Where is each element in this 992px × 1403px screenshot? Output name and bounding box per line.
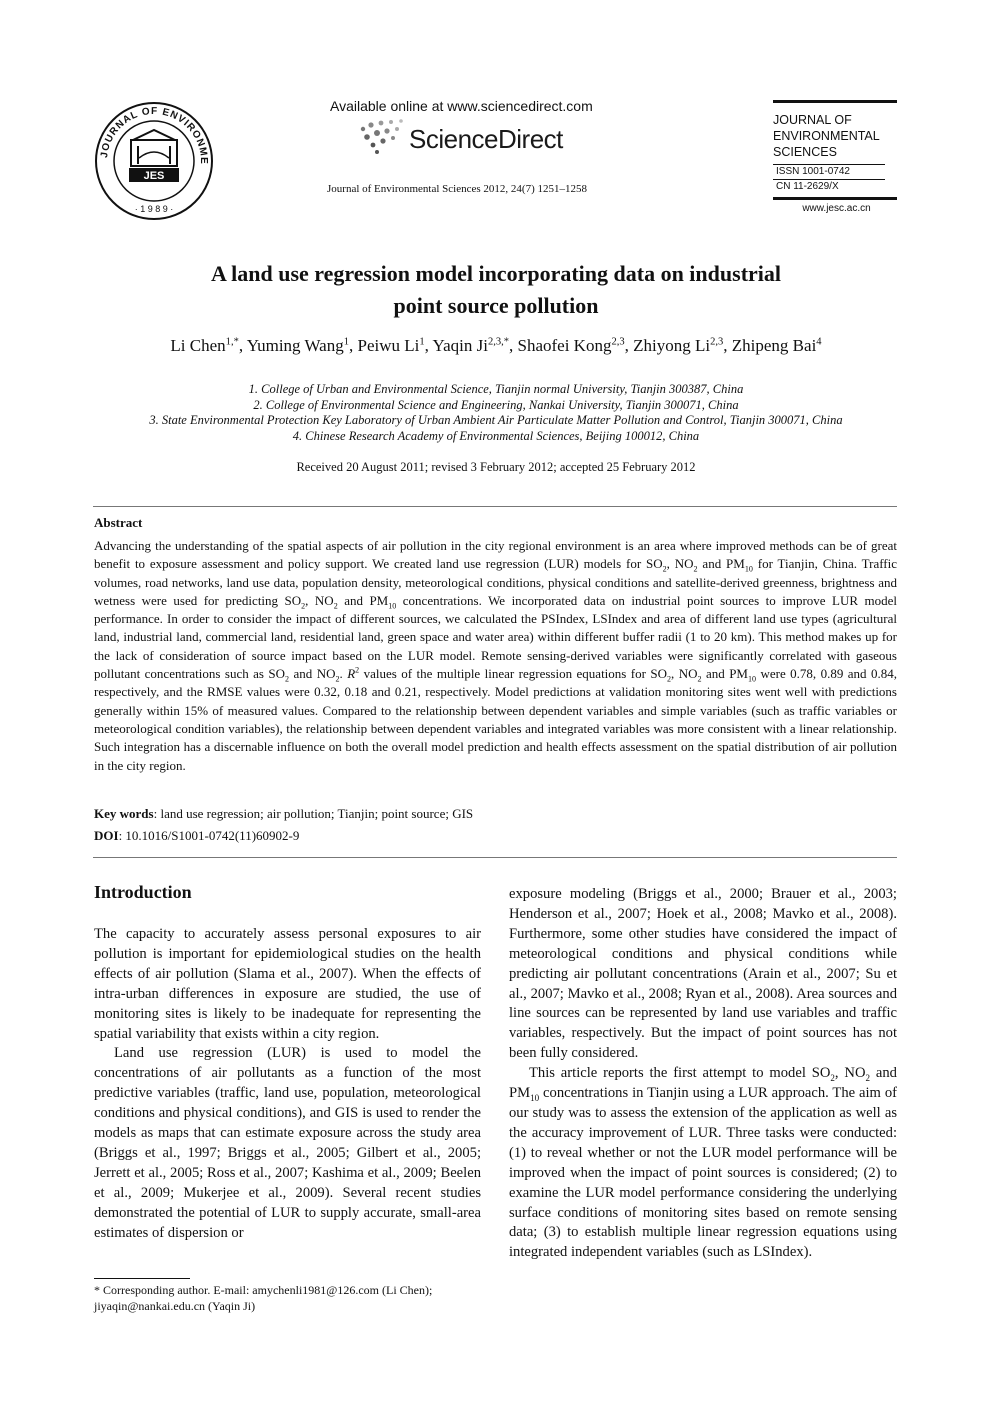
abstract-body: Advancing the understanding of the spatial aspects of air pollution in the city regional environment is an area where improved methods can be of great benefit to exposure assessment and policy support. We created land use regression (LUR) models for $SO_2$, $NO_2$ and $PM_{10}$ for Tianjin, China. Traffic volumes, road networks, land use data, population density, meteorological conditions, physical conditions and satellite-derived greenness, brightness and wetness were used for predicting $SO_2$, $NO_2$ and $PM_{10}$ concentrations. We incorporated data on industrial point sources to improve LUR model performance. In order to consider the impact of different sources, we calculated the PSIndex, LSIndex and area of different land use types (agricultural land, industrial land, commercial land, residential land, green space and water area) within different buffer radii (1 to 20 km). This method makes up for the lack of consideration of source impact based on the LUR model. Remote sensing-derived variables were significantly correlated with gaseous pollutant concentrations such as $SO_2$ and $NO_2$. $R^2$ values of the multiple linear regression equations for $SO_2$, $NO_2$ and $PM_{10}$ were 0.78, 0.89 and 0.84, respectively, and the RMSE values were 0.32, 0.18 and 0.21, respectively. Model predictions at validation monitoring sites went well with predictions generally within 15% of measured values. Compared to the relationship between dependent variables and simple variables (such as traffic variables or meteorological condition variables), the relationship between dependent variables and integrated variables was more consistent with a linear relationship. Such integration has a discernable influence on both the overall model prediction and health effects assessment on the spatial distribution of air pollution in the city region.: [94, 538, 898, 773]
keywords-text: : land use regression; air pollution; Tianjin; point source; GIS: [153, 806, 474, 821]
keywords: [94, 806, 473, 822]
doi-label: DOI: [94, 828, 119, 843]
received-dates: Received 20 August 2011; revised 3 February 2012; accepted 25 February 2012: [296, 460, 696, 474]
author-name: Li Chen: [170, 336, 226, 355]
svg-text:JES: JES: [143, 170, 165, 182]
paragraph: exposure modeling (Briggs et al., 2000; Brauer et al., 2003; Henderson et al., 2007; Hoek et al., 2008; Mavko et al., 2008). Furthermore, some other studies have considered the impact of meteorological conditions and physical conditions while predicting air pollutant concentrations (Arain et al., 2007; Su et al., 2007; Mavko et al., 2008; Ryan et al., 2008). Area sources and line sources can be represented by land use variables and traffic variables, respectively. But the impact of point sources has not been fully considered.: [509, 886, 897, 1062]
journal-cn: CN 11-2629/X: [776, 181, 839, 192]
author-list: Li Chen$^{1,*}$, Yuming Wang$^1$, Peiwu Li$^1$, Yaqin $Ji^{2,3,*}$, Shaofei Kong$^{2,3}$, Zhiyong Li$^{2,3}$, Zhipeng Bai$^4$: [170, 336, 822, 355]
author-name: Yuming Wang: [246, 336, 344, 355]
author-name: Zhiyong Li: [633, 336, 711, 355]
footnote-divider: [94, 1278, 190, 1279]
body-column-left: [94, 925, 481, 1244]
journal-citation: Journal of Environmental Sciences 2012, 24(7) 1251–1258: [327, 183, 587, 195]
affiliation-item: 4. Chinese Research Academy of Environmental Sciences, Beijing 100012, China: [292, 428, 700, 443]
author-affil-mark: 2,3: [710, 336, 724, 348]
affiliations: [96, 382, 896, 444]
title-line-2: point source pollution: [393, 293, 599, 318]
title-line-1: A land use regression model incorporating data on industrial: [210, 261, 782, 286]
divider: [93, 506, 897, 507]
svg-text:JOURNAL OF ENVIRONMENTAL SCIEN: JOURNAL OF ENVIRONME: [99, 105, 210, 165]
paragraph: The capacity to accurately assess personal exposures to air pollution is important for epidemiological studies on the health effects of air pollution (Slama et al., 2007). When the effects of intra-urban differences in exposure are studied, the use of monitoring sites is likely to be inadequate for representing the spatial variability that exists within a city region.: [94, 926, 481, 1042]
abstract-heading: Abstract: [94, 515, 143, 530]
author-affil-mark: 2,3: [611, 336, 625, 348]
journal-issn: ISSN 1001-0742: [776, 166, 850, 177]
body-column-right: [509, 885, 897, 1263]
author-name: Zhipeng Bai: [731, 336, 817, 355]
keywords-label: Key words: [94, 806, 154, 821]
doi: [94, 828, 299, 844]
affiliation-item: 2. College of Environmental Science and Engineering, Nankai University, Tianjin 300071, China: [253, 397, 739, 412]
available-online-text: Available online at www.sciencedirect.com: [330, 98, 593, 114]
affiliation-item: 1. College of Urban and Environmental Science, Tianjin normal University, Tianjin 300387, China: [248, 382, 744, 396]
doi-text: : 10.1016/S1001-0742(11)60902-9: [118, 828, 300, 843]
introduction-heading: Introduction: [94, 882, 192, 902]
journal-info-box: [773, 100, 897, 216]
article-title: [96, 258, 896, 322]
author-affil-mark: 4: [816, 336, 822, 348]
affiliation-item: 3. State Environmental Protection Key Laboratory of Urban Ambient Air Particulate Matter Pollution and Control, Tianjin 300071, China: [149, 413, 843, 427]
divider: [93, 857, 897, 858]
journal-name-line1: JOURNAL OF: [773, 113, 852, 127]
author-affil-mark: 1: [419, 336, 425, 348]
paragraph: Land use regression (LUR) is used to model the concentrations of air pollutants as a function of the most predictive variables (traffic, land use, population, meteorological conditions and physical conditions), and GIS is used to render the models as maps that can estimate exposure across the study area (Briggs et al., 1997; Briggs et al., 2005; Gilbert et al., 2005; Jerrett et al., 2005; Ross et al., 2007; Kashima et al., 2009; Beelen et al., 2009; Mukerjee et al., 2009). Several recent studies demonstrated the potential of LUR to supply accurate, small-area estimates of dispersion or: [94, 1045, 481, 1241]
author-name: Peiwu Li: [357, 336, 420, 355]
journal-seal-logo: [93, 100, 215, 222]
journal-name-line2: ENVIRONMENTAL: [773, 129, 880, 143]
author-name: Shaofei Kong: [517, 336, 612, 355]
paragraph: This article reports the first attempt to model $SO_2$, $NO_2$ and $PM_{10}$ concentrations in Tianjin using a LUR approach. The aim of our study was to assess the extension of the application as well as the accuracy improvement of LUR. Three tasks were conducted: (1) to reveal whether or not the LUR model performance will be improved when the impact of point sources is considered; (2) to examine the LUR model performance considering the underlying surface conditions of monitoring sites based on remote sensing data; (3) to establish multiple linear regression equations using integrated independent variables (such as LSIndex).: [509, 1065, 897, 1261]
journal-name-line3: SCIENCES: [773, 145, 837, 159]
corresponding-author-footnote: * Corresponding author. E-mail: amychenli1981@126.com (Li Chen); jiyaqin@nankai.edu.cn (Yaqin Ji): [94, 1283, 433, 1313]
journal-url: www.jesc.ac.cn: [802, 203, 871, 214]
sciencedirect-wordmark: ScienceDirect: [409, 124, 563, 154]
author-affil-mark: 2,3,*: [487, 336, 509, 348]
author-name: Yaqin Ji: [432, 336, 488, 355]
author-affil-mark: 1: [343, 336, 349, 348]
svg-text:· 1 9 8 9 ·: · 1 9 8 9 ·: [134, 204, 174, 214]
author-affil-mark: 1,*: [225, 336, 239, 348]
